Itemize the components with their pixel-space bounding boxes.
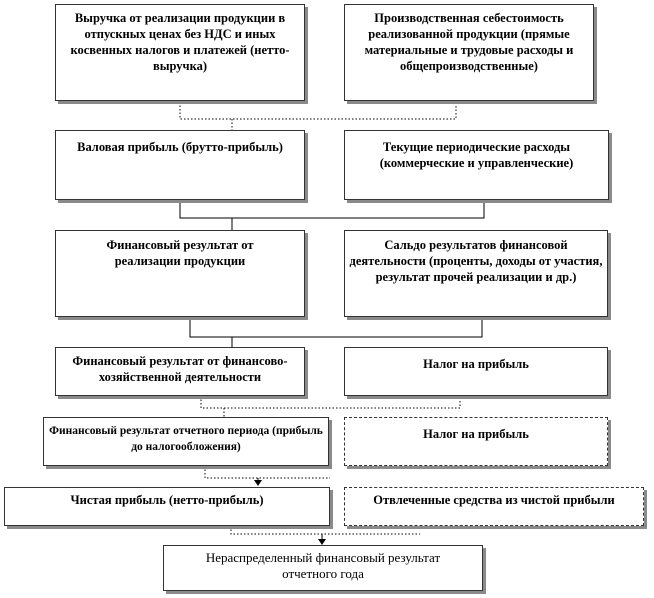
financial-balance-text: Сальдо результатов финансовой деятельности (проценты, доходы от участия, результат прочей реализации и др.) [349, 238, 603, 284]
production-cost-text: Производственная себестоимость реализованной продукции (прямые материальные и трудовые расходы и общепроизводственные) [364, 11, 574, 73]
net-profit-box [4, 487, 330, 526]
revenue-box [55, 4, 305, 101]
net-profit-text: Чистая прибыль (нетто-прибыль) [70, 493, 264, 507]
retained-result-text: Нераспределенный финансовый результат отчетного года [205, 550, 441, 581]
profit-tax-box-2 [344, 417, 608, 466]
periodic-expenses-text: Текущие периодические расходы (коммерческие и управленческие) [379, 140, 574, 170]
sales-result-text: Финансовый результат от реализации продукции [106, 238, 254, 268]
production-cost-box [344, 4, 594, 101]
revenue-text: Выручка от реализации продукции в отпускных ценах без НДС и иных косвенных налогов и платежей (нетто-выручка) [70, 11, 290, 73]
periodic-expenses-box [344, 130, 609, 200]
gross-profit-box [55, 130, 305, 200]
sales-result-box [55, 230, 305, 317]
retained-result-box [163, 545, 483, 591]
profit-tax-box-1 [344, 347, 608, 396]
diverted-funds-text: Отвлеченные средства из чистой прибыли [373, 493, 615, 507]
gross-profit-text: Валовая прибыль (брутто-прибыль) [77, 140, 283, 154]
profit-tax-text-2: Налог на прибыль [423, 427, 529, 441]
diverted-funds-box [344, 487, 644, 526]
operating-result-box [55, 347, 305, 396]
period-result-text: Финансовый результат отчетного периода (прибыль до налогообложения) [49, 425, 323, 453]
financial-balance-box [344, 230, 608, 317]
period-result-box [43, 417, 329, 466]
profit-tax-text-1: Налог на прибыль [423, 357, 529, 371]
operating-result-text: Финансовый результат от финансово-хозяйственной деятельности [72, 354, 288, 384]
